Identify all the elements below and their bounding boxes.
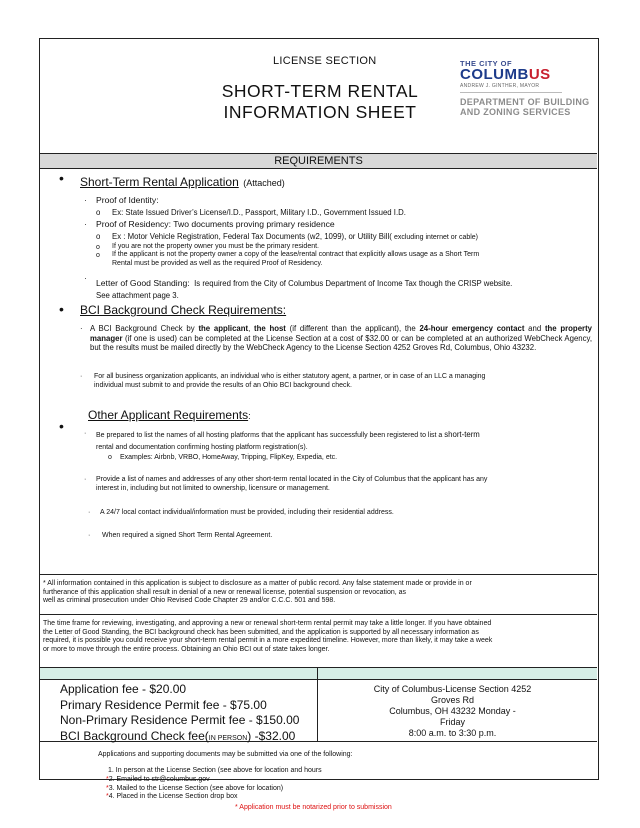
not-owner-note-2: If the applicant is not the property owner a copy of the lease/rental contract that explicitly allows usage as a Short Term Rental must be provided as well as the required Proof of Residency. [112,251,480,267]
license-section-address: City of Columbus-License Section 4252 Groves Rd Columbus, OH 43232 Monday - Friday 8:00 a.m. to 3:30 p.m. [373,684,532,738]
city-logo: THE CITY OF COLUMBUS ANDREW J. GINTHER, MAYOR DEPARTMENT OF BUILDING AND ZONING SERVICES [460,59,590,117]
bci-paragraph-1: A BCI Background Check by the applicant, the host (if different than the applicant), the 24-hour emergency contact and the property manager (if one is used) can be completed at the License Section at a cost of $32.00 or can be completed at an authorized WebCheck Agency, but the results must be mailed directly by the WebCheck Agency to the License Section 4252 Groves Rd, Columbus, Ohio 43232. [90,324,593,352]
other-rentals-requirement: Provide a list of names and addresses of any other short-term rental located in the City of Columbus that the applicant has any interest in, including but not limited to ownership, licensure or management. [96,476,488,492]
not-owner-note-1: If you are not the property owner you must be the primary resident. [112,243,319,250]
rental-agreement-requirement: When required a signed Short Term Rental Agreement. [102,532,273,539]
proof-of-identity: Proof of Identity: [96,195,159,205]
bullet: • [59,170,64,186]
logo-divider [460,92,562,93]
proof-of-residency: Proof of Residency: Two documents proving primary residence [96,219,335,229]
table-header-band [40,667,597,680]
bci-heading: BCI Background Check Requirements: [80,303,287,317]
disclosure-note: * All information contained in this application is subject to disclosure as a matter of public record. Any false statement made or provide in or furtherance of this application shall result in denial of a new or renewal license, potential suspension or revocation, as well as criminal prosecution under Ohio Revised Code Chapter 29 and/or C.C.C. 501 and 598. [43,580,472,604]
license-section-label: LICENSE SECTION [273,55,377,67]
divider [40,574,597,575]
bci-paragraph-2: For all business organization applicants, an individual who is either statutory agent, a partner, or in case of an LLC a managing individual must submit to and provide the results of an Ohio BCI background check. [94,373,486,389]
submission-intro: Applications and supporting documents may be submitted via one of the following: [98,751,353,758]
page-title: SHORT-TERM RENTAL INFORMATION SHEET [221,81,419,122]
platforms-requirement: Be prepared to list the names of all hosting platforms that the applicant has successfully been registered to list a short-term rental and documentation confirming hosting platform registration(s). [96,430,480,451]
divider [40,614,597,615]
bullet: • [59,301,64,317]
residency-example: Ex : Motor Vehicle Registration, Federal Tax Documents (w2, 1099), or Utility Bill( excluding internet or cable) [112,232,479,241]
submission-options: 1. In person at the License Section (see above for location and hours *2. Emailed to str@columbus.gov *3. Mailed to the License Section (see above for location) *4. Placed in the License Section drop box [106,767,322,801]
identity-example: Ex: State Issued Driver’s License/I.D., Passport, Military I.D., Government Issued I.D. [112,208,406,217]
bullet: • [59,418,64,434]
platforms-examples: Examples: Airbnb, VRBO, HomeAway, Tripping, FlipKey, Expedia, etc. [120,454,338,461]
timeframe-note: The time frame for reviewing, investigating, and approving a new or renewal short-term rental permit may take a little longer. If you have obtained the Letter of Good Standing, the BCI background check has been submitted, and the application is supported by all necessary information as required, it is possible you could receive your short-term rental permit in a more expedited timeline. However, more than likely, it may take a week or more to move through the entire process. Obtaining an Ohio BCI out of state takes longer. [43,620,493,653]
str-application-heading: Short-Term Rental Application (Attached) [80,175,285,189]
local-contact-requirement: A 24/7 local contact individual/information must be provided, including their residential address. [100,509,394,516]
document-frame: LICENSE SECTION SHORT-TERM RENTAL INFORMATION SHEET THE CITY OF COLUMBUS ANDREW J. GINTHER, MAYOR DEPARTMENT OF BUILDING AND ZONING SERVICES REQUIREMENTS • Short-Term Rental Application (Attached) · Proof of Identity: o Ex: State Issued Driver’s License/I.D., Passport, Military I.D., Government Issued I.D. · Proof of Residency: Two documents proving primary residence o Ex : Motor Vehicle Registration, Federal Tax Documents (w2, 1099), or Utility Bill( excluding internet or cable) o If you are not the property owner you must be the primary resident. o If the applicant is not the property owner a copy of the lease/rental contract that explicitly allows usage as a Short Term Rental must be provided as well as the required Proof of Residency. · Letter of Good Standing: Is required from the City of Columbus Department of Income Tax though the CRISP website. See attachment page 3. • BCI Background Check Requirements: · A BCI Background Check by the applicant, the host (if different than the applicant), the 24-hour emergency contact and the property manager (if one is used) can be completed at the License Section at a cost of $32.00 or can be completed at an authorized WebCheck Agency, but the results must be mailed directly by the WebCheck Agency to the License Section 4252 Groves Rd, Columbus, Ohio 43232. · For all business organization applicants, an individual who is either statutory agent, a partner, or in case of an LLC a managing individual must submit to and provide the results of an Ohio BCI background check. Other Applicant Requirements: • · Be prepared to list the names of all hosting platforms that the applicant has successfully been registered to list a short-term rental and documentation confirming hosting platform registration(s). o Examples: Airbnb, VRBO, HomeAway, Tripping, FlipKey, Expedia, etc. · Provide a list of names and addresses of any other short-term rental located in the City of Columbus that the applicant has any interest in, including but not limited to ownership, licensure or management. · A 24/7 local contact individual/information must be provided, including their residential address. · When required a signed Short Term Rental Agreement. * All information contained in this application is subject to disclosure as a matter of public record. Any false statement made or provide in or furtherance of this application shall result in denial of a new or renewal license, potential suspension or revocation, as well as criminal prosecution under Ohio Revised Code Chapter 29 and/or C.C.C. 501 and 598. The time frame for reviewing, investigating, and approving a new or renewal short-term rental permit may take a little longer. If you have obtained the Letter of Good Standing, the BCI background check has been submitted, and the application is supported by all necessary information as required, it is possible you could receive your short-term rental permit in a more expedited timeline. However, more than likely, it may take a week or more to move through the entire process. Obtaining an Ohio BCI out of state takes longer. Application fee - $20.00 Primary Residence Permit fee - $75.00 Non-Primary Residence Permit fee - $150.00 BCI Background Check fee(IN PERSON) -$32.00 City of Columbus-License Section 4252 Groves Rd Columbus, OH 43232 Monday - Friday 8:00 a.m. to 3:30 p.m. Applications and supporting documents may be submitted via one of the following: 1. In person at the License Section (see above for location and hours *2. Emailed to str@columbus.gov *3. Mailed to the License Section (see above for location) *4. Placed in the License Section drop box * Application must be notarized prior to submission [39,38,599,780]
letter-of-good-standing: Letter of Good Standing: Is required from the City of Columbus Department of Income Tax though the CRISP website. See attachment page 3. [96,278,513,300]
notarized-note: * Application must be notarized prior to submission [235,804,392,811]
table-divider [317,667,318,741]
requirements-bar: REQUIREMENTS [40,153,597,169]
fees-list: Application fee - $20.00 Primary Residence Permit fee - $75.00 Non-Primary Residence Permit fee - $150.00 BCI Background Check fee(IN PERSON) -$32.00 [60,682,300,743]
other-requirements-heading: Other Applicant Requirements: [88,408,251,422]
